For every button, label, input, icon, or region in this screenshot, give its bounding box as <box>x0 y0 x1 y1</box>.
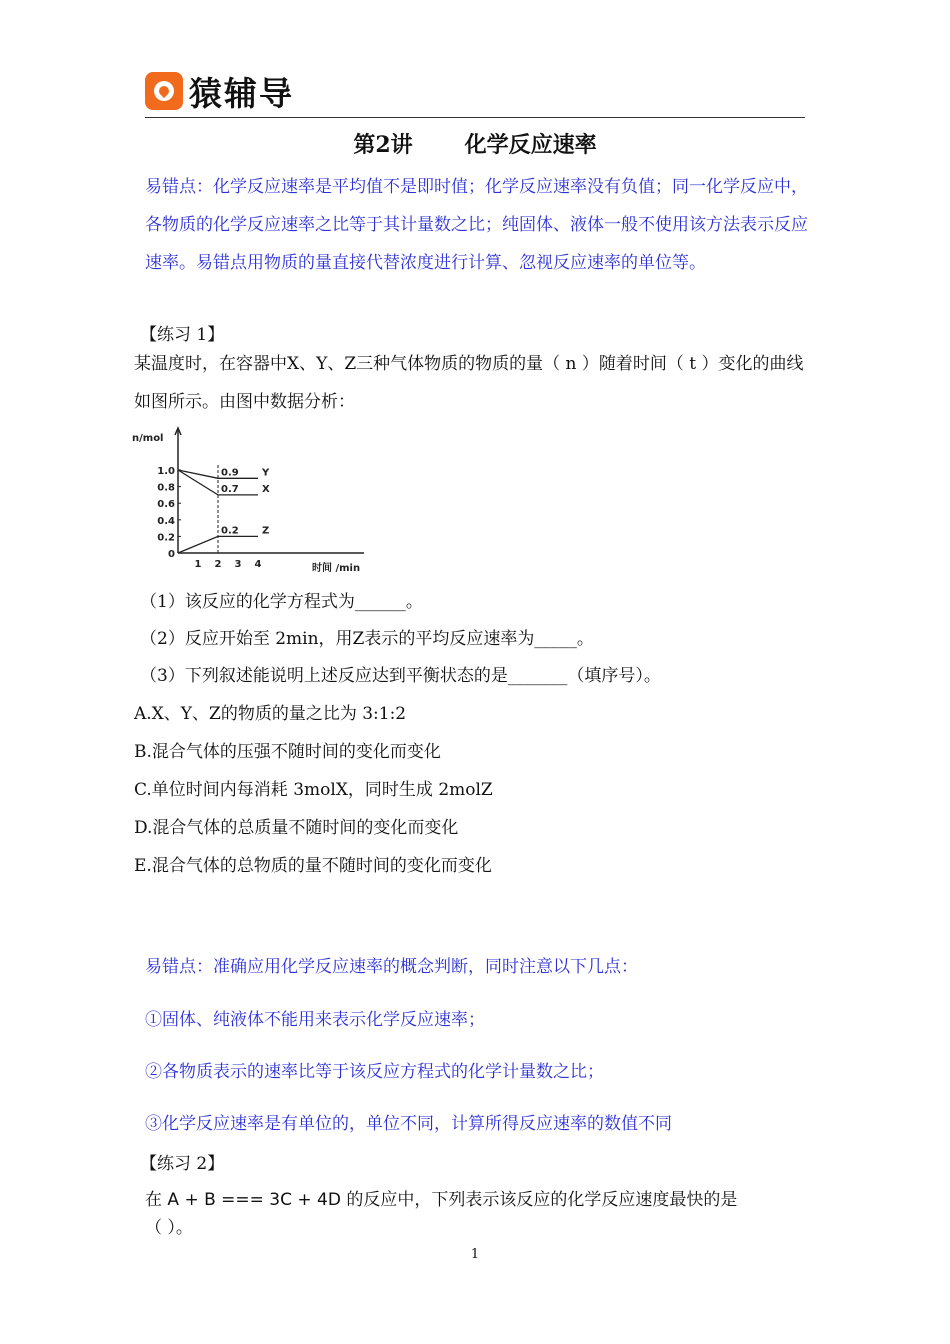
mole-time-chart <box>132 425 372 575</box>
x-tick-label: 2 <box>214 559 222 570</box>
exercise-2-label: 【练习 2】 <box>140 1154 225 1174</box>
option-b: B.混合气体的压强不随时间的变化而变化 <box>134 742 441 762</box>
series-value-label-z: 0.2 <box>221 525 239 537</box>
series-name-label-y: Y <box>262 467 270 479</box>
question-2: （2）反应开始至 2min，用Z表示的平均反应速率为_____。 <box>140 629 594 649</box>
exercise-1-stem: 某温度时，在容器中X、Y、Z三种气体物质的物质的量（ n ）随着时间（ t ）变化的曲线如图所示。由图中数据分析： <box>134 354 804 412</box>
pitfall-point-1: ①固体、纯液体不能用来表示化学反应速率； <box>145 1010 485 1030</box>
series-name-label-z: Z <box>262 525 270 537</box>
option-a: A.X、Y、Z的物质的量之比为 3:1:2 <box>134 704 407 724</box>
x-axis-label: 时间 /min <box>312 563 361 574</box>
lecture-number: 第2讲 <box>353 132 413 158</box>
pitfall-point-3: ③化学反应速率是有单位的，单位不同，计算所得反应速率的数值不同 <box>145 1114 672 1134</box>
x-tick-label: 1 <box>194 559 202 570</box>
y-tick-label: 0 <box>168 549 175 560</box>
pitfall-point-2: ②各物质表示的速率比等于该反应方程式的化学计量数之比； <box>145 1062 604 1082</box>
page-title <box>0 128 950 159</box>
lecture-topic: 化学反应速率 <box>464 132 597 158</box>
pitfall-note-2: 易错点：准确应用化学反应速率的概念判断，同时注意以下几点： <box>145 957 638 977</box>
question-1: （1）该反应的化学方程式为______。 <box>140 592 423 612</box>
y-tick-label: 0.4 <box>157 515 175 527</box>
x-tick-label: 4 <box>254 559 262 570</box>
y-tick-label: 0.2 <box>157 532 175 544</box>
y-tick-label: 0.8 <box>157 482 175 494</box>
series-value-label-y: 0.9 <box>221 467 239 479</box>
series-name-label-x: X <box>262 483 270 495</box>
pitfall-note-1: 易错点：化学反应速率是平均值不是即时值；化学反应速率没有负值；同一化学反应中，各物质的化学反应速率之比等于其计量数之比；纯固体、液体一般不使用该方法表示反应速率。易错点用物质的量直接代替浓度进行计算、忽视反应速率的单位等。 <box>145 177 808 273</box>
option-d: D.混合气体的总质量不随时间的变化而变化 <box>134 818 459 838</box>
logo-icon <box>145 72 183 110</box>
y-tick-label: 0.6 <box>157 499 175 511</box>
exercise-2-stem-post: 的反应中，下列表示该反应的化学反应速度最快的是 <box>340 1190 738 1210</box>
x-tick-label: 3 <box>234 559 242 570</box>
exercise-2-stem-line2: （ ）。 <box>145 1218 193 1238</box>
series-value-label-x: 0.7 <box>221 483 239 495</box>
question-3: （3）下列叙述能说明上述反应达到平衡状态的是_______（填序号）。 <box>140 666 661 686</box>
y-tick-label: 1.0 <box>157 466 175 477</box>
reaction-equation: A + B === 3C + 4D <box>167 1190 341 1210</box>
page-number: 1 <box>470 1247 480 1262</box>
logo <box>145 70 294 112</box>
exercise-2-stem-pre: 在 <box>145 1190 168 1210</box>
brand-name: 猿辅导 <box>189 73 294 113</box>
exercise-1-label: 【练习 1】 <box>140 325 225 345</box>
exercise-2-stem <box>145 1183 810 1217</box>
header-rule <box>145 117 805 118</box>
y-axis-label: n/mol <box>132 433 164 444</box>
option-c: C.单位时间内每消耗 3molX，同时生成 2molZ <box>134 780 493 800</box>
option-e: E.混合气体的总物质的量不随时间的变化而变化 <box>134 856 492 876</box>
